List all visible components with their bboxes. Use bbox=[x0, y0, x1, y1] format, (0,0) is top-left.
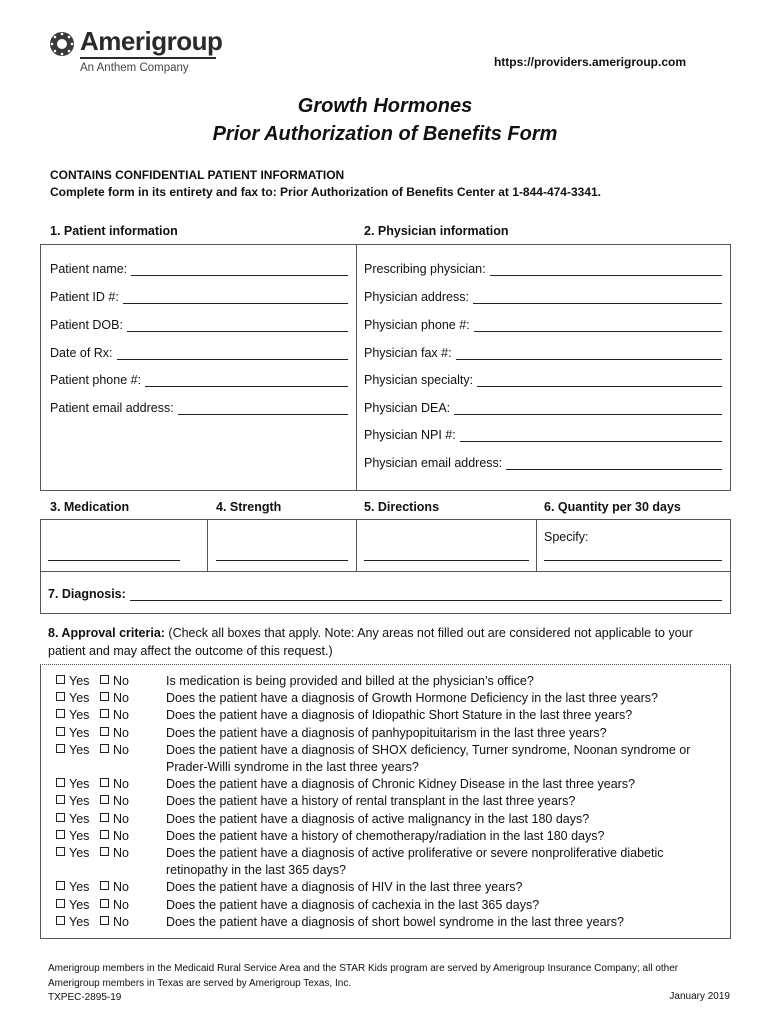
no-label: No bbox=[113, 811, 129, 826]
yes-checkbox[interactable] bbox=[56, 692, 65, 701]
diagnosis-line[interactable] bbox=[130, 588, 722, 601]
no-checkbox[interactable] bbox=[100, 847, 109, 856]
quantity-specify-label: Specify: bbox=[544, 530, 589, 544]
yes-option[interactable] bbox=[56, 845, 89, 862]
patient-dob-label: Patient DOB: bbox=[50, 318, 123, 332]
criteria-question: Does the patient have a diagnosis of HIV in the last three years? bbox=[166, 880, 523, 895]
patient-id-line[interactable] bbox=[123, 291, 348, 304]
patient-name-field[interactable] bbox=[50, 262, 348, 276]
no-label: No bbox=[113, 674, 129, 688]
yes-checkbox[interactable] bbox=[56, 916, 65, 925]
physician-fax-line[interactable] bbox=[456, 347, 722, 360]
medication-heading: 3. Medication bbox=[50, 500, 130, 514]
no-label: No bbox=[113, 914, 129, 929]
patient-phone-line[interactable] bbox=[145, 374, 348, 387]
patient-name-label: Patient name: bbox=[50, 262, 128, 276]
no-checkbox[interactable] bbox=[100, 675, 109, 684]
date-of-rx-field[interactable] bbox=[50, 346, 348, 360]
no-label: No bbox=[113, 828, 129, 843]
physician-dea-label: Physician DEA: bbox=[364, 401, 451, 415]
prescribing-physician-field[interactable] bbox=[364, 262, 722, 276]
yes-label: Yes bbox=[69, 691, 90, 706]
yes-option[interactable] bbox=[56, 673, 89, 690]
criteria-question: Does the patient have a diagnosis of active malignancy in the last 180 days? bbox=[166, 811, 590, 826]
med-diagnosis-separator bbox=[40, 571, 731, 572]
yes-option[interactable] bbox=[56, 725, 89, 742]
logo-rule bbox=[80, 57, 216, 59]
footer-text: Amerigroup members in the Medicaid Rural Service Area and the STAR Kids program are served by Amerigroup Insurance Company; all other Amerigroup members in Texas are served by Amerigroup Texas, Inc. bbox=[48, 963, 679, 989]
no-option[interactable] bbox=[100, 828, 129, 845]
yes-checkbox[interactable] bbox=[56, 795, 65, 804]
physician-email-line[interactable] bbox=[506, 457, 722, 470]
med-divider-2 bbox=[356, 519, 357, 571]
prescribing-physician-line[interactable] bbox=[490, 263, 722, 276]
yes-checkbox[interactable] bbox=[56, 830, 65, 839]
yes-label: Yes bbox=[69, 725, 90, 740]
no-option[interactable] bbox=[100, 897, 129, 914]
no-checkbox[interactable] bbox=[100, 778, 109, 787]
no-label: No bbox=[113, 880, 129, 895]
directions-heading: 5. Directions bbox=[364, 500, 440, 514]
patient-dob-field[interactable] bbox=[50, 318, 348, 332]
yes-label: Yes bbox=[69, 897, 90, 912]
physician-address-label: Physician address: bbox=[364, 290, 469, 304]
yes-option[interactable] bbox=[56, 742, 89, 759]
yes-label: Yes bbox=[69, 811, 90, 826]
patient-physician-box bbox=[40, 244, 731, 491]
date-of-rx-line[interactable] bbox=[117, 347, 348, 360]
no-checkbox[interactable] bbox=[100, 795, 109, 804]
no-checkbox[interactable] bbox=[100, 709, 109, 718]
yes-checkbox[interactable] bbox=[56, 778, 65, 787]
criteria-question: Does the patient have a diagnosis of cachexia in the last 365 days? bbox=[166, 897, 540, 912]
physician-info-heading: 2. Physician information bbox=[364, 224, 509, 238]
prescribing-physician-label: Prescribing physician: bbox=[364, 262, 486, 276]
criteria-question: Does the patient have a diagnosis of SHOX deficiency, Turner syndrome, Noonan syndrome or Prader-Willi syndrome in the last three years? bbox=[166, 742, 691, 774]
yes-label: Yes bbox=[69, 828, 90, 843]
yes-option[interactable] bbox=[56, 793, 89, 810]
form-title-line1: Growth Hormones bbox=[297, 95, 473, 117]
yes-option[interactable] bbox=[56, 776, 89, 793]
form-code: TXPEC-2895-19 bbox=[48, 992, 122, 1003]
physician-specialty-line[interactable] bbox=[477, 374, 722, 387]
no-label: No bbox=[113, 708, 129, 723]
criteria-question: Does the patient have a diagnosis of Growth Hormone Deficiency in the last three years? bbox=[166, 691, 658, 706]
logo-subtext: An Anthem Company bbox=[80, 62, 189, 74]
yes-option[interactable] bbox=[56, 690, 89, 707]
no-checkbox[interactable] bbox=[100, 727, 109, 736]
confidential-label: CONTAINS CONFIDENTIAL PATIENT INFORMATION bbox=[50, 168, 345, 182]
no-option[interactable] bbox=[100, 690, 129, 707]
strength-heading: 4. Strength bbox=[216, 500, 282, 514]
no-checkbox[interactable] bbox=[100, 899, 109, 908]
physician-dea-line[interactable] bbox=[454, 402, 722, 415]
no-checkbox[interactable] bbox=[100, 692, 109, 701]
patient-email-line[interactable] bbox=[178, 402, 348, 415]
yes-option[interactable] bbox=[56, 879, 89, 896]
no-label: No bbox=[113, 725, 129, 740]
yes-label: Yes bbox=[69, 708, 90, 723]
diagnosis-field[interactable] bbox=[48, 587, 722, 601]
confidential-notice bbox=[50, 167, 601, 201]
logo-globe-icon bbox=[48, 30, 76, 58]
criteria-question: Does the patient have a diagnosis of Chronic Kidney Disease in the last three years? bbox=[166, 777, 636, 792]
patient-phone-label: Patient phone #: bbox=[50, 373, 142, 387]
physician-npi-label: Physician NPI #: bbox=[364, 428, 456, 442]
no-option[interactable] bbox=[100, 776, 129, 793]
yes-label: Yes bbox=[69, 794, 90, 809]
no-checkbox[interactable] bbox=[100, 830, 109, 839]
no-label: No bbox=[113, 777, 129, 792]
no-option[interactable] bbox=[100, 793, 129, 810]
criteria-question: Does the patient have a diagnosis of short bowel syndrome in the last three years? bbox=[166, 914, 624, 929]
footer bbox=[48, 962, 728, 1006]
yes-option[interactable] bbox=[56, 707, 89, 724]
no-option[interactable] bbox=[100, 742, 129, 759]
yes-label: Yes bbox=[69, 880, 90, 895]
physician-fax-label: Physician fax #: bbox=[364, 346, 452, 360]
approval-criteria-label: 8. Approval criteria: bbox=[48, 626, 165, 640]
form-title-line2: Prior Authorization of Benefits Form bbox=[212, 123, 558, 145]
physician-email-field[interactable] bbox=[364, 456, 722, 470]
strength-line[interactable] bbox=[216, 559, 348, 561]
patient-phone-field[interactable] bbox=[50, 373, 348, 387]
approval-criteria-note: (Check all boxes that apply. Note: Any areas not filled out are considered not applicable to your patient and may affect the outcome of this request.) bbox=[48, 626, 693, 658]
physician-phone-line[interactable] bbox=[474, 319, 722, 332]
yes-label: Yes bbox=[69, 742, 90, 757]
physician-specialty-label: Physician specialty: bbox=[364, 373, 474, 387]
date-of-rx-label: Date of Rx: bbox=[50, 346, 113, 360]
medication-line[interactable] bbox=[48, 559, 180, 561]
no-option[interactable] bbox=[100, 914, 129, 931]
no-checkbox[interactable] bbox=[100, 916, 109, 925]
diagnosis-label: 7. Diagnosis: bbox=[48, 587, 126, 601]
quantity-heading: 6. Quantity per 30 days bbox=[544, 500, 681, 514]
no-checkbox[interactable] bbox=[100, 881, 109, 890]
physician-npi-line[interactable] bbox=[460, 429, 722, 442]
no-label: No bbox=[113, 794, 129, 809]
provider-url[interactable]: https://providers.amerigroup.com bbox=[493, 55, 686, 69]
no-option[interactable] bbox=[100, 879, 129, 896]
physician-email-label: Physician email address: bbox=[364, 456, 503, 470]
amerigroup-logo bbox=[48, 26, 223, 82]
physician-address-line[interactable] bbox=[473, 291, 722, 304]
yes-checkbox[interactable] bbox=[56, 847, 65, 856]
patient-email-label: Patient email address: bbox=[50, 401, 174, 415]
yes-checkbox[interactable] bbox=[56, 813, 65, 822]
no-label: No bbox=[113, 742, 129, 757]
yes-label: Yes bbox=[69, 914, 90, 929]
no-option[interactable] bbox=[100, 725, 129, 742]
yes-checkbox[interactable] bbox=[56, 675, 65, 684]
physician-fax-field[interactable] bbox=[364, 346, 722, 360]
med-divider-3 bbox=[536, 519, 537, 571]
criteria-question: Does the patient have a history of rental transplant in the last three years? bbox=[166, 794, 576, 809]
yes-label: Yes bbox=[69, 846, 90, 860]
no-option[interactable] bbox=[100, 707, 129, 724]
yes-checkbox[interactable] bbox=[56, 709, 65, 718]
quantity-line[interactable] bbox=[544, 559, 722, 561]
logo-wordmark: Amerigroup bbox=[80, 26, 223, 56]
yes-checkbox[interactable] bbox=[56, 881, 65, 890]
form-date: January 2019 bbox=[669, 991, 730, 1002]
physician-phone-label: Physician phone #: bbox=[364, 318, 470, 332]
med-divider-1 bbox=[207, 519, 208, 571]
physician-phone-field[interactable] bbox=[364, 318, 722, 332]
yes-checkbox[interactable] bbox=[56, 744, 65, 753]
patient-info-heading: 1. Patient information bbox=[50, 224, 178, 238]
patient-physician-divider bbox=[356, 244, 357, 491]
physician-specialty-field[interactable] bbox=[364, 373, 722, 387]
directions-line[interactable] bbox=[364, 559, 529, 561]
no-label: No bbox=[113, 846, 129, 860]
yes-option[interactable] bbox=[56, 914, 89, 931]
criteria-question: Does the patient have a diagnosis of active proliferative or severe nonproliferative diabetic retinopathy in the last 365 days? bbox=[166, 846, 664, 878]
yes-option[interactable] bbox=[56, 897, 89, 914]
fax-instructions: Complete form in its entirety and fax to: Prior Authorization of Benefits Center at 1-844-474-3341. bbox=[50, 185, 601, 199]
yes-label: Yes bbox=[69, 777, 90, 792]
approval-criteria-intro bbox=[48, 624, 728, 660]
no-checkbox[interactable] bbox=[100, 813, 109, 822]
physician-npi-field[interactable] bbox=[364, 428, 722, 442]
no-label: No bbox=[113, 691, 129, 706]
patient-dob-line[interactable] bbox=[127, 319, 348, 332]
physician-address-field[interactable] bbox=[364, 290, 722, 304]
criteria-question: Does the patient have a diagnosis of Idiopathic Short Stature in the last three years? bbox=[166, 708, 633, 723]
no-option[interactable] bbox=[100, 811, 129, 828]
no-label: No bbox=[113, 897, 129, 912]
yes-label: Yes bbox=[69, 674, 90, 688]
patient-name-line[interactable] bbox=[131, 263, 348, 276]
no-option[interactable] bbox=[100, 845, 129, 862]
yes-option[interactable] bbox=[56, 828, 89, 845]
criteria-question: Does the patient have a diagnosis of panhypopituitarism in the last three years? bbox=[166, 725, 607, 740]
yes-option[interactable] bbox=[56, 811, 89, 828]
criteria-question: Is medication is being provided and billed at the physician’s office? bbox=[166, 674, 534, 688]
patient-id-label: Patient ID #: bbox=[50, 290, 119, 304]
criteria-question: Does the patient have a history of chemotherapy/radiation in the last 180 days? bbox=[166, 828, 605, 843]
no-option[interactable] bbox=[100, 673, 129, 690]
patient-id-field[interactable] bbox=[50, 290, 348, 304]
yes-checkbox[interactable] bbox=[56, 727, 65, 736]
yes-checkbox[interactable] bbox=[56, 899, 65, 908]
no-checkbox[interactable] bbox=[100, 744, 109, 753]
physician-dea-field[interactable] bbox=[364, 401, 722, 415]
patient-email-field[interactable] bbox=[50, 401, 348, 415]
